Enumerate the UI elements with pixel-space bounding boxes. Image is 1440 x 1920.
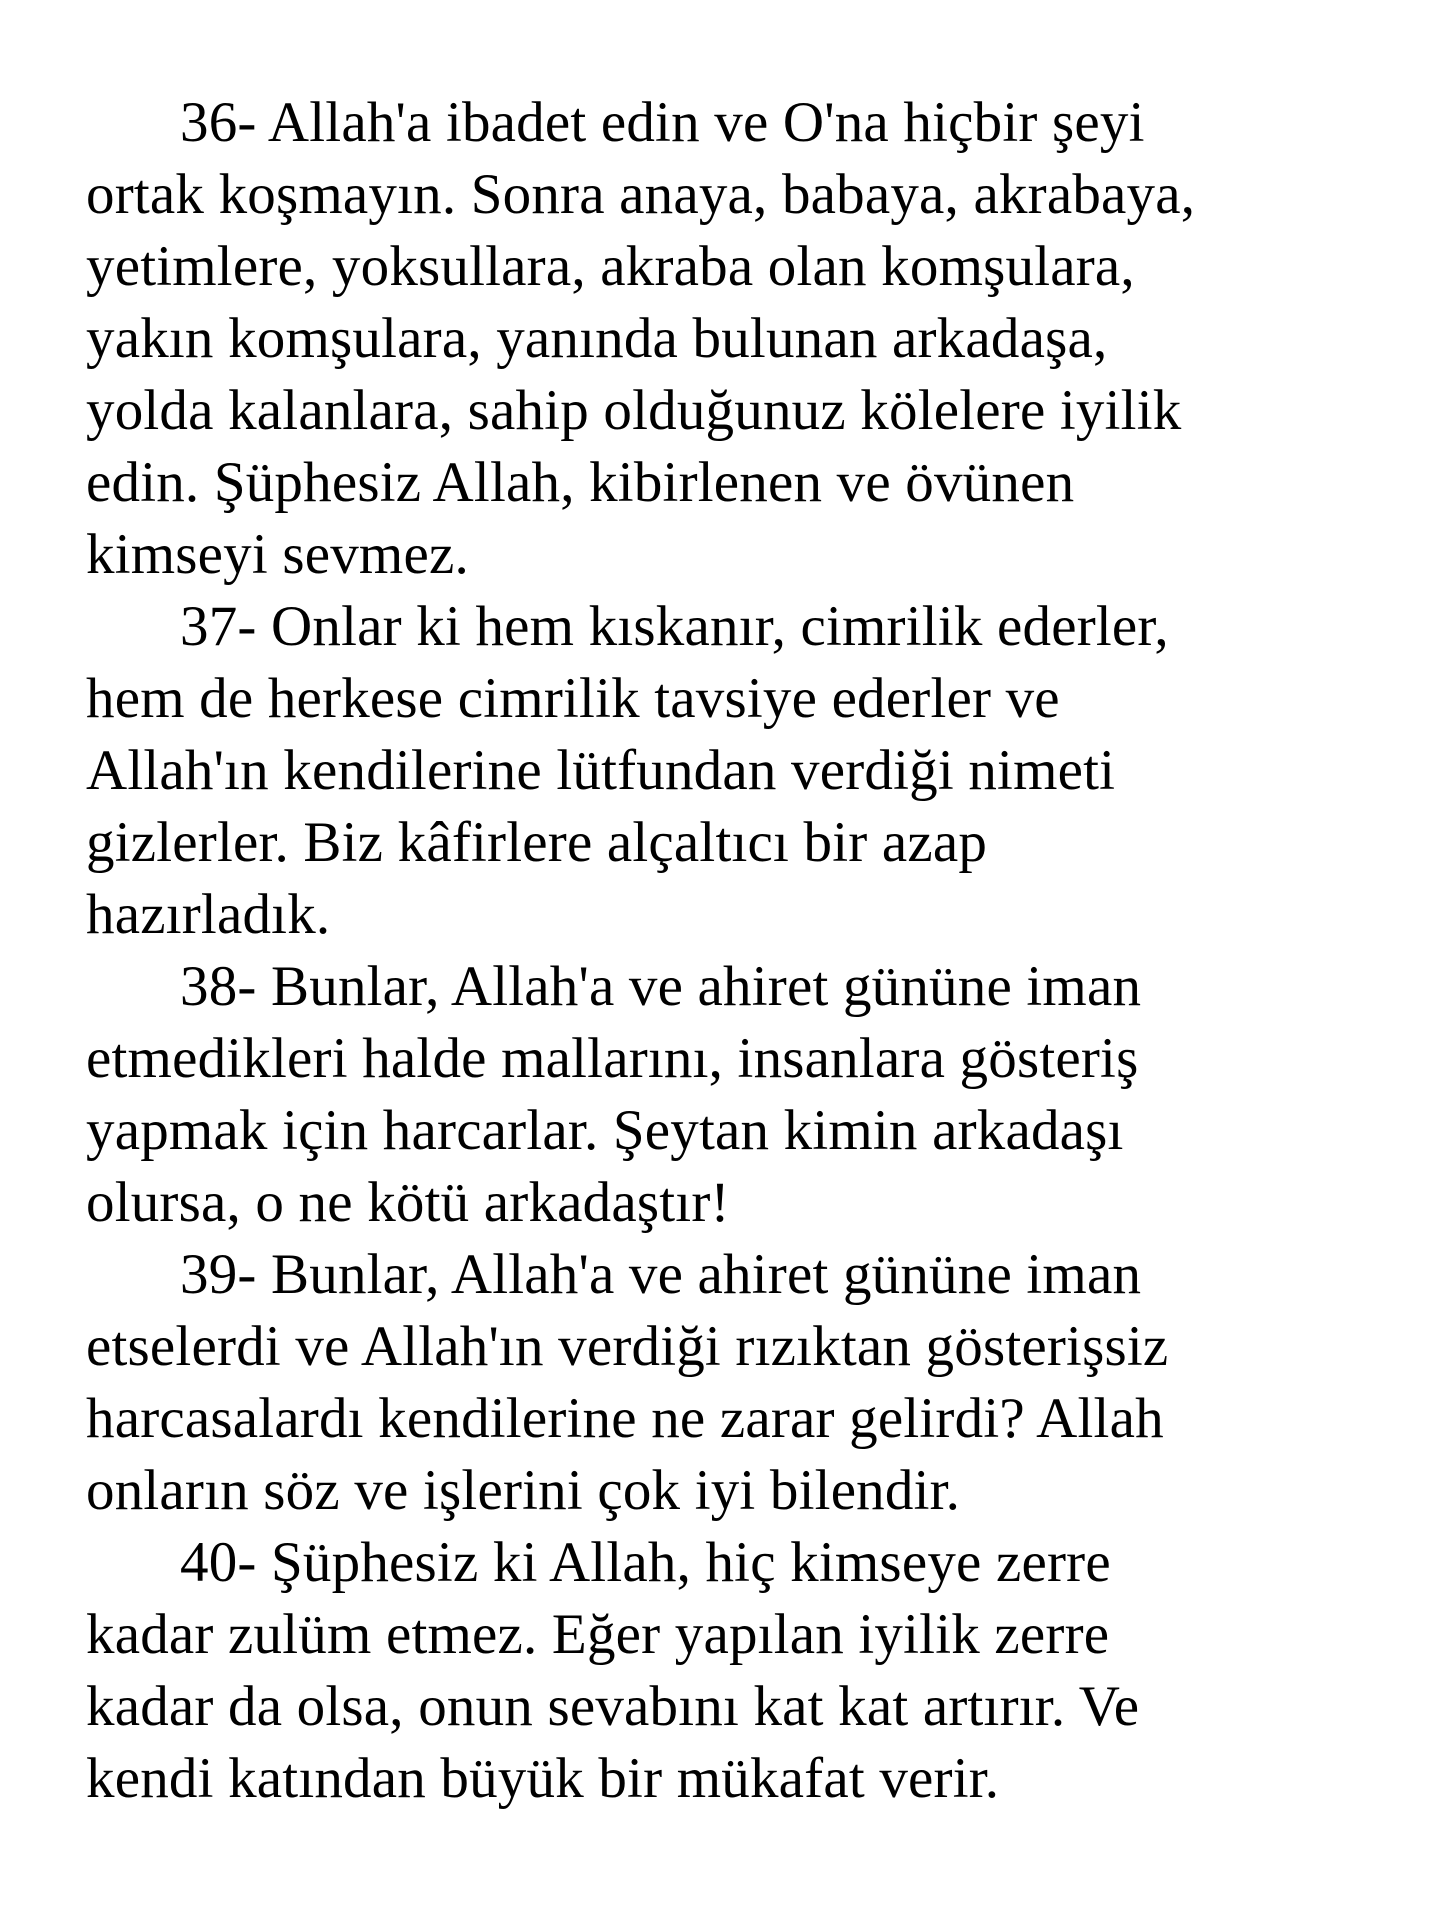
- text-line: yapmak için harcarlar. Şeytan kimin arkadaşı: [86, 1099, 1124, 1162]
- text-line: yakın komşulara, yanında bulunan arkadaşa,: [86, 307, 1108, 370]
- text-line: etmedikleri halde mallarını, insanlara gösteriş: [86, 1027, 1139, 1090]
- text-line: gizlerler. Biz kâfirlere alçaltıcı bir azap: [86, 811, 988, 874]
- text-line: yolda kalanlara, sahip olduğunuz kölelere iyilik: [86, 379, 1182, 442]
- text-line: kadar da olsa, onun sevabını kat kat artırır. Ve: [86, 1675, 1140, 1738]
- verse-40: [86, 1527, 1139, 1815]
- text-line: kimseyi sevmez.: [86, 523, 469, 586]
- verse-36: [86, 87, 1195, 591]
- text-line: kendi katından büyük bir mükafat verir.: [86, 1747, 1000, 1810]
- verse-38: [86, 951, 1141, 1239]
- text-line: Allah'ın kendilerine lütfundan verdiği nimeti: [86, 739, 1116, 802]
- text-line: edin. Şüphesiz Allah, kibirlenen ve övünen: [86, 451, 1075, 514]
- text-line: hazırladık.: [86, 883, 331, 946]
- text-line: 37- Onlar ki hem kıskanır, cimrilik ederler,: [180, 595, 1169, 658]
- text-line: 39- Bunlar, Allah'a ve ahiret gününe iman: [180, 1243, 1142, 1306]
- text-line: harcasalardı kendilerine ne zarar gelirdi? Allah: [86, 1387, 1164, 1450]
- text-line: 36- Allah'a ibadet edin ve O'na hiçbir şeyi: [180, 91, 1145, 154]
- verse-39: [86, 1239, 1168, 1527]
- text-line: kadar zulüm etmez. Eğer yapılan iyilik zerre: [86, 1603, 1110, 1666]
- text-line: olursa, o ne kötü arkadaştır!: [86, 1171, 730, 1234]
- text-line: yetimlere, yoksullara, akraba olan komşulara,: [86, 235, 1135, 298]
- text-line: etselerdi ve Allah'ın verdiği rızıktan gösterişsiz: [86, 1315, 1169, 1378]
- text-line: ortak koşmayın. Sonra anaya, babaya, akrabaya,: [86, 163, 1196, 226]
- text-line: 38- Bunlar, Allah'a ve ahiret gününe iman: [180, 955, 1142, 1018]
- text-line: onların söz ve işlerini çok iyi bilendir.: [86, 1459, 961, 1522]
- text-line: 40- Şüphesiz ki Allah, hiç kimseye zerre: [180, 1531, 1111, 1594]
- text-line: hem de herkese cimrilik tavsiye ederler ve: [86, 667, 1060, 730]
- verse-37: [86, 591, 1169, 951]
